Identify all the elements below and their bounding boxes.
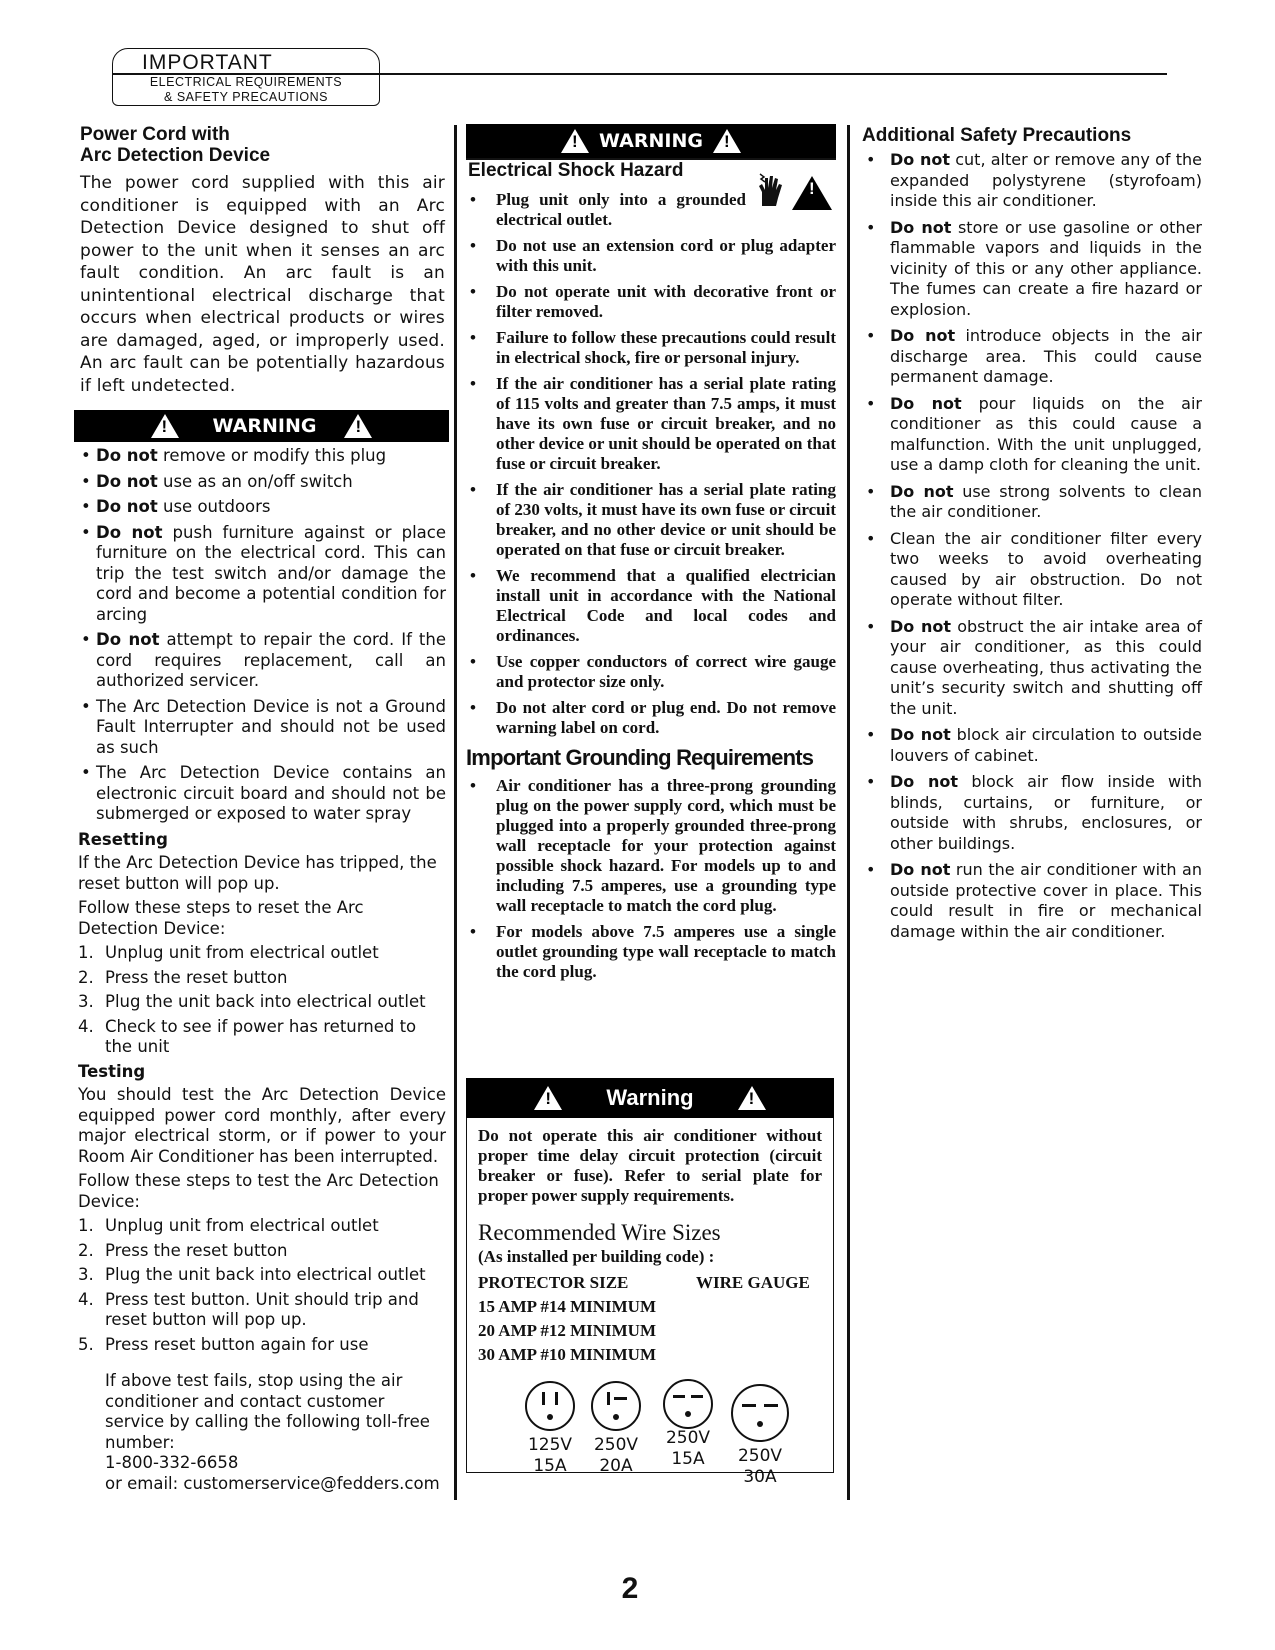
shock-title: Electrical Shock Hazard [468,160,684,181]
list-item: • Do not push furniture against or place furniture on the electrical cord. This can trip the test switch and/or damage the cord and become a potential condition for arcing [78,523,446,626]
test-step: 4. Press test button. Unit should trip and reset button will pop up. [78,1289,419,1329]
outlet-label: 250V 15A [665,1428,711,1469]
contact-text: If above test fails, stop using the air conditioner and contact customer service by calling the following toll-free number: [105,1371,430,1452]
contact-phone[interactable]: 1-800-332-6658 [105,1453,239,1472]
list-item: • Do not use strong solvents to clean the air conditioner. [862,482,1202,523]
wire-title: Recommended Wire Sizes [478,1220,721,1245]
list-item: • Do not block air flow inside with blinds, curtains, or furniture, or outside with shrubs, enclosures, or other buildings. [862,772,1202,854]
column-gauge: WIRE GAUGE [696,1273,810,1292]
list-item: • We recommend that a qualified electrician install unit in accordance with the National Electrical Code and local codes and ordinances. [466,566,836,646]
list-item: • Failure to follow these precautions could result in electrical shock, fire or personal injury. [466,328,836,368]
list-item: • For models above 7.5 amperes use a single outlet grounding type wall receptacle to match the cord plug. [466,922,836,982]
outlet-label: 250V 20A [593,1435,639,1476]
cord-intro: The power cord supplied with this air conditioner is equipped with an Arc Detection Device designed to shut off power to the unit when it senses an arc fault condition. An arc fault is an unintentional electrical discharge that occurs when electrical products or wires are damaged, aged, or improperly used. An arc fault can be potentially hazardous if left undetected. [80,173,445,396]
list-item: • Do not run the air conditioner with an outside protective cover in place. This could result in fire or mechanical damage within the air conditioner. [862,860,1202,942]
grounding-title: Important Grounding Requirements [466,745,814,770]
middle-warning-bar [466,124,836,158]
cord-heading-2: Arc Detection Device [80,145,271,166]
left-warning-label: WARNING [212,415,317,437]
outlet-250v-15a-icon [662,1378,714,1434]
list-item: • Do not cut, alter or remove any of the expanded polystyrene (styrofoam) inside this air conditioner. [862,150,1202,212]
list-item: • Do not store or use gasoline or other flammable vapors and liquids in the vicinity of this or any other appliance. The fumes can create a fire hazard or explosion. [862,218,1202,321]
outlet-125v-15a-icon [524,1380,576,1436]
resetting-text-1: If the Arc Detection Device has tripped, the reset button will pop up. [78,853,437,893]
list-item: • The Arc Detection Device is not a Ground Fault Interrupter and should not be used as such [78,697,446,759]
list-item: • If the air conditioner has a serial plate rating of 230 volts, it must have its own fuse or circuit breaker, and no other device or unit should be operated on that fuse or circuit breaker. [466,480,836,560]
list-item: • Do not operate unit with decorative front or filter removed. [466,282,836,322]
left-warning-list [78,446,446,1494]
list-item: • Do not pour liquids on the air conditioner as this could cause a malfunction. With the unit unplugged, use a damp cloth for cleaning the unit. [862,394,1202,476]
box-text: Do not operate this air conditioner without proper time delay circuit protection (circuit breaker or fuse). Refer to serial plate for proper power supply requirements. [478,1126,822,1205]
list-item: • If the air conditioner has a serial plate rating of 115 volts and greater than 7.5 amps, it must have its own fuse or circuit breaker, and no other device or unit should be operated on that fuse or circuit breaker. [466,374,836,474]
safety-title: Additional Safety Precautions [862,125,1132,146]
warning-icon [713,129,741,153]
wire-subtitle: (As installed per building code) : [478,1247,715,1266]
warning-icon [738,1086,766,1110]
shock-list [466,190,836,988]
list-item: • Do not use an extension cord or plug adapter with this unit. [466,236,836,276]
reset-step: 3. Plug the unit back into electrical outlet [78,992,426,1011]
list-item: • Air conditioner has a three-prong grounding plug on the power supply cord, which must be plugged into a properly grounded three-prong wall receptacle for your protection against possible shock hazard. For models up to and including 7.5 amperes, use a grounding type wall receptacle to match the cord plug. [466,776,836,916]
list-item: • Do not block air circulation to outside louvers of cabinet. [862,725,1202,766]
right-column [862,125,1202,948]
list-item: • Do not alter cord or plug end. Do not remove warning label on cord. [466,698,836,738]
wire-row: 20 AMP #12 MINIMUM [478,1321,657,1340]
list-item: • Do not introduce objects in the air discharge area. This could cause permanent damage. [862,326,1202,388]
list-item: • Use copper conductors of correct wire gauge and protector size only. [466,652,836,692]
warning-icon [151,414,179,438]
box-warning-label: Warning [606,1085,694,1110]
test-step: 1. Unplug unit from electrical outlet [78,1216,379,1235]
testing-text-2: Follow these steps to test the Arc Detection Device: [78,1171,439,1211]
header-subtitle-1: ELECTRICAL REQUIREMENTS [149,75,343,89]
left-warning-bar [74,410,449,442]
test-step: 5. Press reset button again for use [78,1334,369,1354]
warning-icon [534,1086,562,1110]
list-item: • The Arc Detection Device contains an electronic circuit board and should not be submerged or exposed to water spray [78,763,446,825]
resetting-text-2: Follow these steps to reset the Arc Detection Device: [78,898,364,938]
contact-email[interactable]: or email: customerservice@fedders.com [105,1473,440,1493]
wire-row: 15 AMP #14 MINIMUM [478,1297,657,1316]
column-divider-right [847,125,850,1500]
reset-step: 1. Unplug unit from electrical outlet [78,943,379,962]
resetting-title: Resetting [78,829,168,849]
cord-heading-1: Power Cord with [80,124,230,145]
warning-icon [561,129,589,153]
outlet-label: 250V 30A [737,1446,783,1487]
page-number: 2 [621,1572,639,1605]
column-protector: PROTECTOR SIZE [478,1273,629,1292]
left-column [80,124,445,397]
test-step: 2. Press the reset button [78,1240,288,1260]
list-item: • Plug unit only into a grounded electrical outlet. [466,190,836,230]
list-item: • Do not use outdoors [78,497,446,518]
outlet-label: 125V 15A [527,1435,573,1476]
list-item: • Do not remove or modify this plug [78,446,446,467]
warning-icon [344,414,372,438]
column-divider-left [454,125,457,1500]
reset-step: 2. Press the reset button [78,967,288,987]
outlet-250v-20a-icon [590,1380,642,1436]
header-subtitle-2: & SAFETY PRECAUTIONS [164,90,328,104]
outlet-250v-30a-icon [730,1383,790,1447]
list-item: • Do not obstruct the air intake area of your air conditioner, as this could cause overheating, thus activating the unit’s security switch and shutting off the unit. [862,617,1202,720]
testing-title: Testing [78,1061,146,1081]
header-title: IMPORTANT [142,51,273,74]
middle-warning-label: WARNING [599,130,703,152]
test-step: 3. Plug the unit back into electrical outlet [78,1265,426,1284]
box-warning-bar [466,1078,834,1118]
list-item: • Do not use as an on/off switch [78,472,446,493]
list-item: • Do not attempt to repair the cord. If the cord requires replacement, call an authorized servicer. [78,630,446,692]
testing-text-1: You should test the Arc Detection Device equipped power cord monthly, after every major electrical storm, or if power to your Room Air Conditioner has been interrupted. [78,1085,446,1166]
reset-step: 4. Check to see if power has returned to the unit [78,1016,417,1056]
list-item: • Clean the air conditioner filter every two weeks to avoid overheating caused by air obstruction. Do not operate without filter. [862,529,1202,611]
wire-row: 30 AMP #10 MINIMUM [478,1345,657,1364]
